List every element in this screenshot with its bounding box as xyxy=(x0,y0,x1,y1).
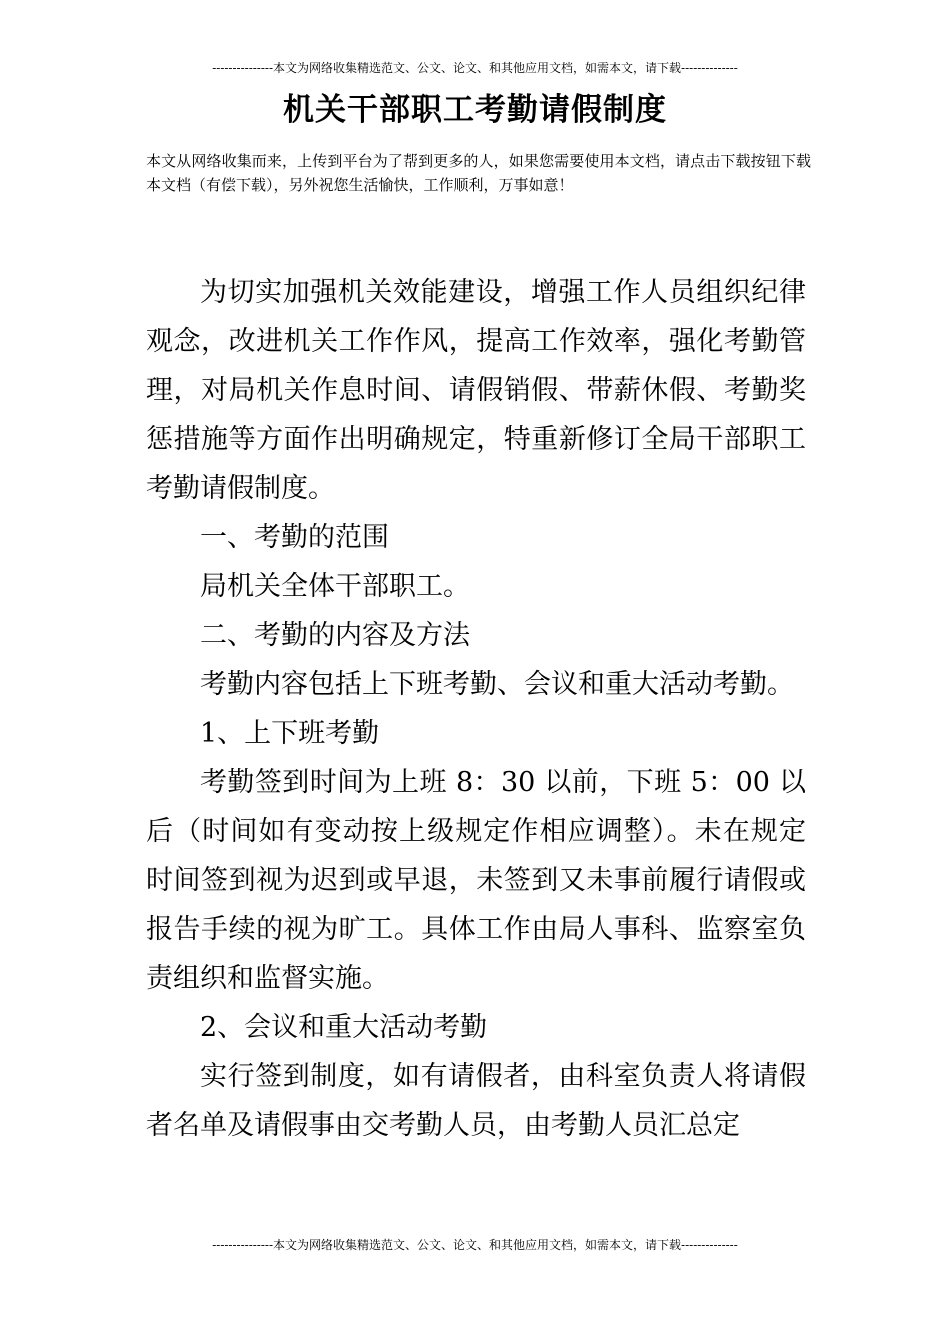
document-title: 机关干部职工考勤请假制度 xyxy=(283,92,667,128)
subsection-heading-meetings: 2、会议和重大活动考勤 xyxy=(200,1012,488,1043)
section-heading-content-method: 二、考勤的内容及方法 xyxy=(200,620,470,651)
subsection-heading-commute: 1、上下班考勤 xyxy=(200,718,380,749)
paragraph-scope: 局机关全体干部职工。 xyxy=(200,571,470,602)
paragraph-meetings: 实行签到制度，如有请假者，由科室负责人将请假者名单及请假事由交考勤人员，由考勤人员汇总定 xyxy=(146,1061,806,1141)
intro-note: 本文从网络收集而来，上传到平台为了帮到更多的人，如果您需要使用本文档，请点击下载按钮下载本文档（有偿下载），另外祝您生活愉快，工作顺利，万事如意！ xyxy=(146,152,811,194)
footer-banner: ---------------本文为网络收集精选范文、公文、论文、和其他应用文档，如需本文，请下载-------------- xyxy=(212,1238,738,1252)
document-body xyxy=(146,268,806,1150)
paragraph-commute: 考勤签到时间为上班 8：30 以前，下班 5：00 以后（时间如有变动按上级规定作相应调整）。未在规定时间签到视为迟到或早退，未签到又未事前履行请假或报告手续的视为旷工。具体工作由局人事科、监察室负责组织和监督实施。 xyxy=(146,767,806,994)
paragraph-preamble: 为切实加强机关效能建设，增强工作人员组织纪律观念，改进机关工作作风，提高工作效率，强化考勤管理，对局机关作息时间、请假销假、带薪休假、考勤奖惩措施等方面作出明确规定，特重新修订全局干部职工考勤请假制度。 xyxy=(146,277,806,504)
header-banner: ---------------本文为网络收集精选范文、公文、论文、和其他应用文档，如需本文，请下载-------------- xyxy=(212,61,738,75)
section-heading-scope: 一、考勤的范围 xyxy=(200,522,389,553)
paragraph-content: 考勤内容包括上下班考勤、会议和重大活动考勤。 xyxy=(200,669,794,700)
